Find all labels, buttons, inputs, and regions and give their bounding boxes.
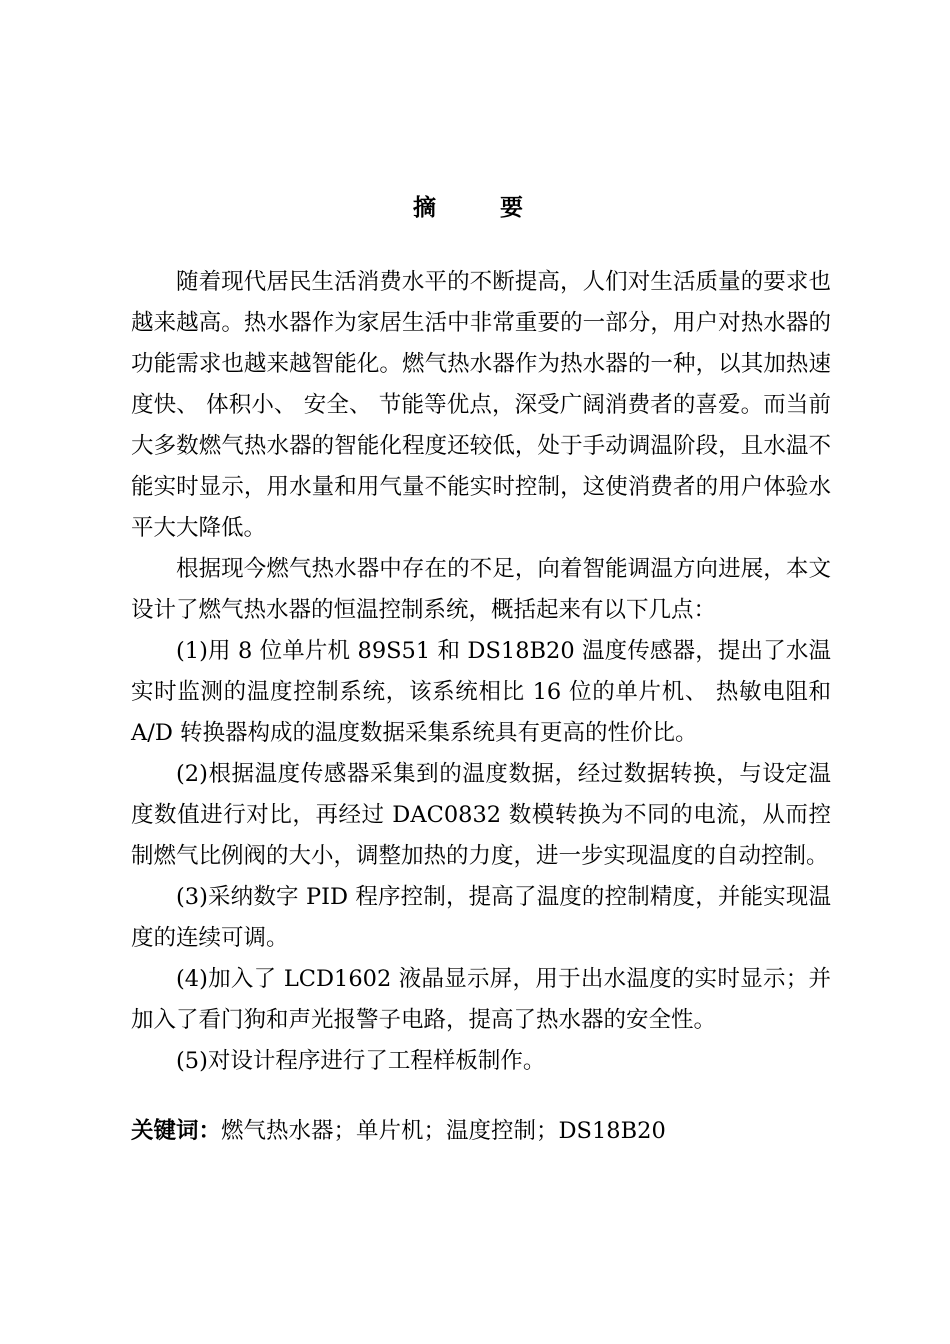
keywords-label: 关键词： bbox=[131, 1118, 222, 1144]
abstract-list-item: (2)根据温度传感器采集到的温度数据，经过数据转换，与设定温度数值进行对比，再经过 DAC0832 数模转换为不同的电流，从而控制燃气比例阀的大小，调整加热的力度，进一步实现温度的自动控制。 bbox=[131, 761, 831, 869]
keywords-line bbox=[131, 1112, 831, 1150]
page-title: 摘 要 bbox=[412, 195, 551, 221]
abstract-list-item: (3)采纳数字 PID 程序控制，提高了温度的控制精度，并能实现温度的连续可调。 bbox=[131, 884, 831, 951]
abstract-list-item: (4)加入了 LCD1602 液晶显示屏，用于出水温度的实时显示；并加入了看门狗和声光报警子电路，提高了热水器的安全性。 bbox=[131, 966, 831, 1033]
abstract-list-item: (5)对设计程序进行了工程样板制作。 bbox=[176, 1048, 546, 1074]
abstract-paragraph: 根据现今燃气热水器中存在的不足，向着智能调温方向进展，本文设计了燃气热水器的恒温控制系统，概括起来有以下几点： bbox=[131, 556, 831, 623]
abstract-paragraph: 随着现代居民生活消费水平的不断提高，人们对生活质量的要求也越来越高。热水器作为家居生活中非常重要的一部分，用户对热水器的功能需求也越来越智能化。燃气热水器作为热水器的一种，以其加热速度快、 体积小、 安全、 节能等优点，深受广阔消费者的喜爱。而当前大多数燃气热水器的智能化程度还较低，处于手动调温阶段，且水温不能实时显示，用水量和用气量不能实时控制，这使消费者的用户体验水平大大降低。 bbox=[131, 269, 831, 541]
abstract-body bbox=[131, 262, 831, 1082]
abstract-list-item: (1)用 8 位单片机 89S51 和 DS18B20 温度传感器，提出了水温实时监测的温度控制系统，该系统相比 16 位的单片机、 热敏电阻和 A/D 转换器构成的温度数据采集系统具有更高的性价比。 bbox=[131, 638, 831, 746]
keywords-value: 燃气热水器；单片机；温度控制；DS18B20 bbox=[221, 1118, 666, 1144]
